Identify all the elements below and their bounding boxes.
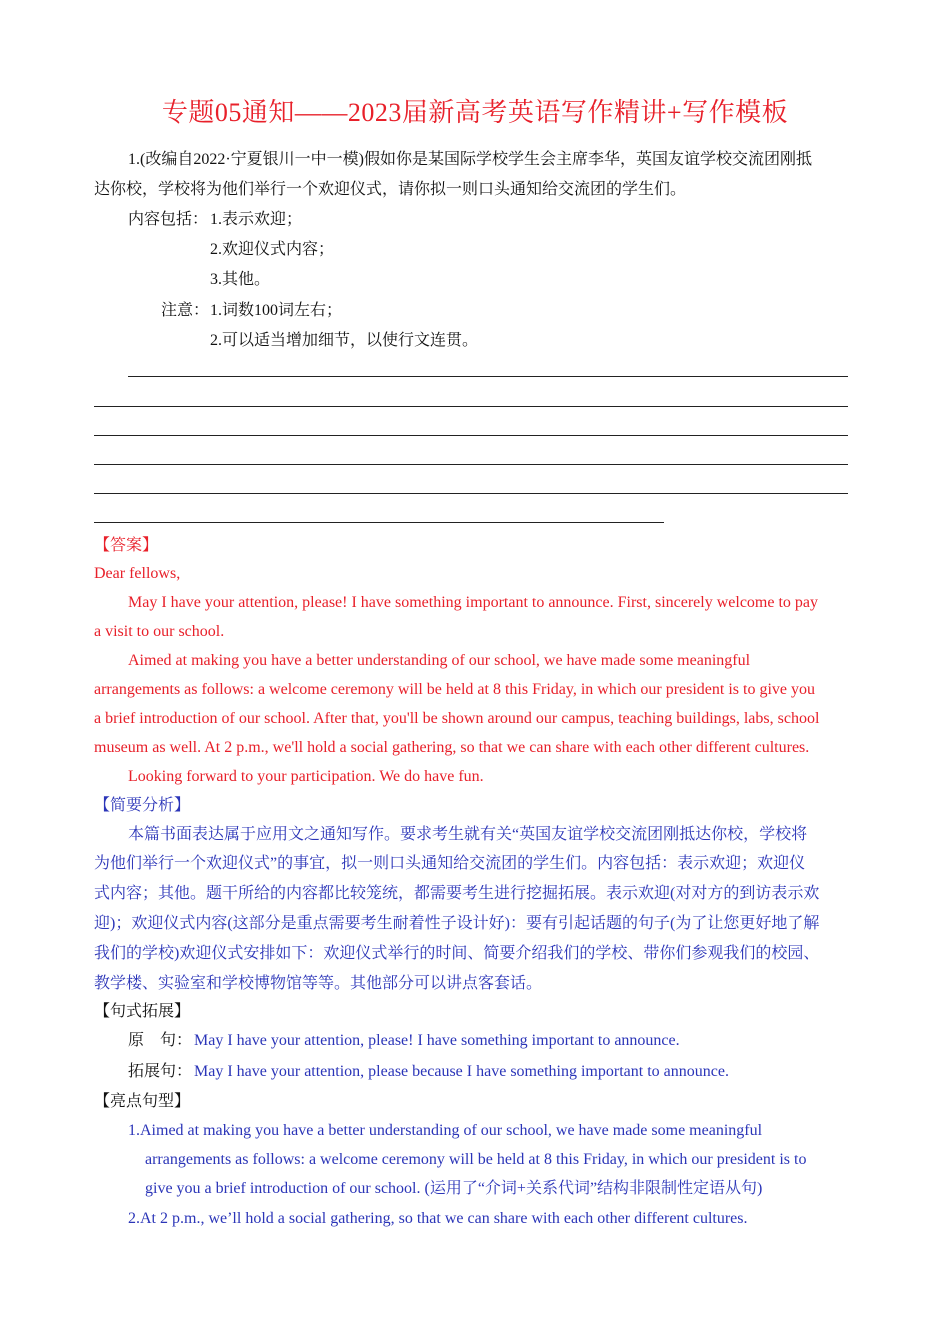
analysis-line: 教学楼、实验室和学校博物馆等等。其他部分可以讲点客套话。: [94, 975, 543, 992]
answer-blank-line: [94, 406, 848, 407]
answer-line: May I have your attention, please! I have something important to announce. First, sincerely welcome to pay: [128, 594, 819, 611]
content-item-1: 1.表示欢迎；: [210, 211, 303, 228]
content-item-3: 3.其他。: [210, 271, 271, 288]
answer-salutation: Dear fellows,: [94, 565, 181, 582]
content-label: 内容包括：: [128, 211, 209, 228]
answer-blank-line: [128, 376, 848, 377]
expansion-label: 【句式拓展】: [94, 1003, 191, 1020]
answer-blank-line: [94, 493, 848, 494]
note-item-1: 1.词数100词左右；: [210, 302, 343, 319]
original-sentence-label: 原 句：: [128, 1032, 193, 1049]
prompt-line-1: 1.(改编自2022·宁夏银川一中一模)假如你是某国际学校学生会主席李华，英国友谊学校交流团刚抵: [128, 151, 812, 168]
answer-blank-line: [94, 435, 848, 436]
page-title: 专题05通知——2023届新高考英语写作精讲+写作模板: [161, 98, 789, 127]
answer-line: a brief introduction of our school. After that, you'll be shown around our campus, teaching buildings, labs, school: [94, 710, 820, 727]
highlight-item-1-line: arrangements as follows: a welcome ceremony will be held at 8 this Friday, in which our president is to: [145, 1151, 807, 1168]
answer-line: a visit to our school.: [94, 623, 225, 640]
answer-blank-line: [94, 464, 848, 465]
answer-label: 【答案】: [94, 537, 159, 554]
highlight-item-1-line: give you a brief introduction of our school. (运用了“介词+关系代词”结构非限制性定语从句): [145, 1180, 763, 1197]
note-item-2: 2.可以适当增加细节，以使行文连贯。: [210, 332, 479, 349]
answer-line: arrangements as follows: a welcome ceremony will be held at 8 this Friday, in which our president is to give you: [94, 681, 816, 698]
expanded-sentence-label: 拓展句：: [128, 1063, 193, 1080]
answer-line: museum as well. At 2 p.m., we'll hold a social gathering, so that we can share with each other different cultures.: [94, 739, 810, 756]
original-sentence: May I have your attention, please! I have something important to announce.: [194, 1032, 680, 1049]
expanded-sentence: May I have your attention, please because I have something important to announce.: [194, 1063, 729, 1080]
analysis-line: 为他们举行一个欢迎仪式”的事宜，拟一则口头通知给交流团的学生们。内容包括：表示欢迎；欢迎仪: [94, 855, 806, 872]
note-label: 注意：: [161, 302, 210, 319]
highlight-item-1-line: 1.Aimed at making you have a better understanding of our school, we have made some meaningful: [128, 1122, 763, 1139]
answer-line: Looking forward to your participation. We do have fun.: [128, 768, 484, 785]
analysis-line: 迎)；欢迎仪式内容(这部分是重点需要考生耐着性子设计好)：要有引起话题的句子(为了让您更好地了解: [94, 915, 820, 932]
analysis-label: 【简要分析】: [94, 797, 191, 814]
content-item-2: 2.欢迎仪式内容；: [210, 241, 335, 258]
answer-blank-line: [94, 522, 664, 523]
highlights-label: 【亮点句型】: [94, 1093, 191, 1110]
prompt-line-2: 达你校，学校将为他们举行一个欢迎仪式，请你拟一则口头通知给交流团的学生们。: [94, 181, 687, 198]
highlight-item-2: 2.At 2 p.m., we’ll hold a social gathering, so that we can share with each other different cultures.: [128, 1210, 748, 1227]
analysis-line: 式内容；其他。题干所给的内容都比较笼统，都需要考生进行挖掘拓展。表示欢迎(对对方的到访表示欢: [94, 885, 820, 902]
analysis-line: 本篇书面表达属于应用文之通知写作。要求考生就有关“英国友谊学校交流团刚抵达你校，学校将: [128, 826, 808, 843]
analysis-line: 我们的学校)欢迎仪式安排如下：欢迎仪式举行的时间、简要介绍我们的学校、带你们参观我们的校园、: [94, 945, 820, 962]
answer-line: Aimed at making you have a better understanding of our school, we have made some meaningful: [128, 652, 751, 669]
